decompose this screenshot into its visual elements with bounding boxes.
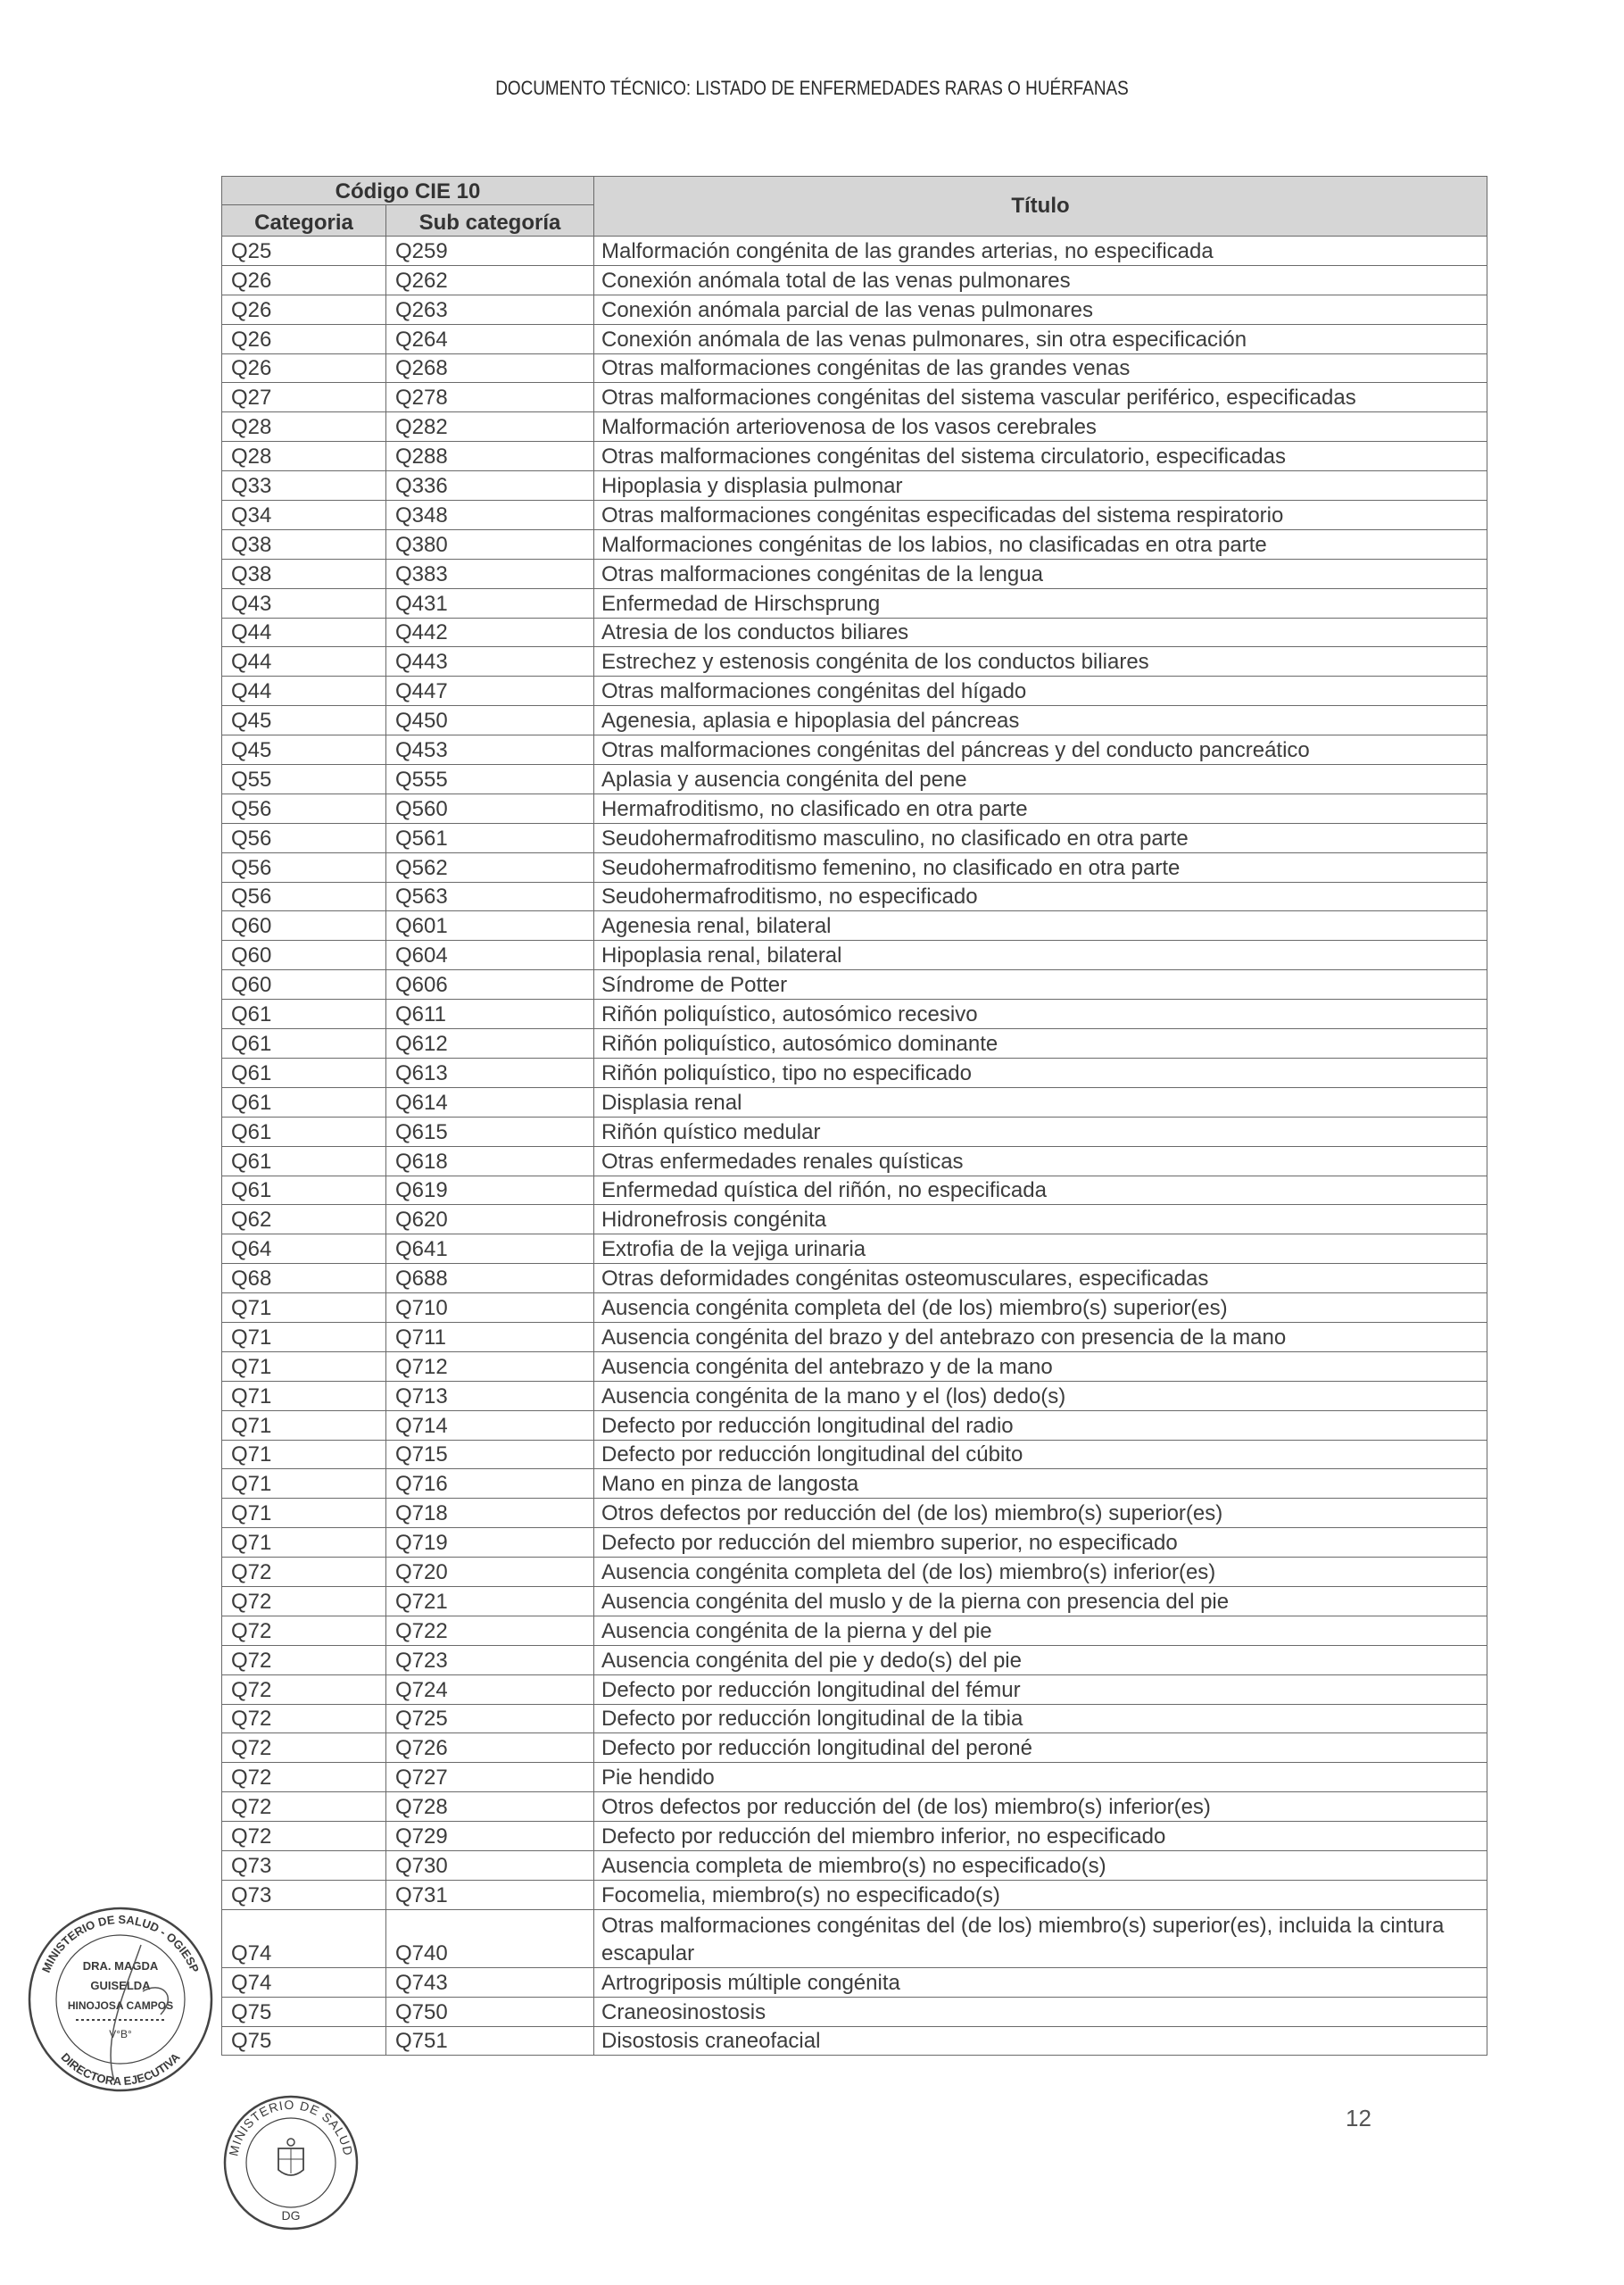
titulo-cell: Ausencia congénita del muslo y de la pierna con presencia del pie [594, 1586, 1487, 1616]
subcategoria-cell: Q718 [386, 1499, 594, 1528]
titulo-cell: Otras malformaciones congénitas de las grandes venas [594, 353, 1487, 383]
subcategoria-cell: Q688 [386, 1264, 594, 1293]
titulo-cell: Seudohermafroditismo masculino, no clasificado en otra parte [594, 823, 1487, 852]
categoria-cell: Q55 [222, 765, 386, 794]
table-row [222, 324, 1487, 353]
categoria-cell: Q72 [222, 1733, 386, 1763]
titulo-cell: Defecto por reducción longitudinal del peroné [594, 1733, 1487, 1763]
titulo-cell: Otras malformaciones congénitas del sistema circulatorio, especificadas [594, 442, 1487, 471]
table-row [222, 442, 1487, 471]
categoria-cell: Q71 [222, 1440, 386, 1469]
table-row [222, 1499, 1487, 1528]
table-row [222, 735, 1487, 765]
subcategoria-cell: Q264 [386, 324, 594, 353]
categoria-cell: Q43 [222, 588, 386, 618]
subcategoria-cell: Q710 [386, 1293, 594, 1323]
subcategoria-cell: Q606 [386, 970, 594, 1000]
subcategoria-cell: Q740 [386, 1909, 594, 1967]
subcategoria-cell: Q601 [386, 911, 594, 941]
titulo-cell: Ausencia completa de miembro(s) no especificado(s) [594, 1850, 1487, 1880]
table-row [222, 1440, 1487, 1469]
subcategoria-cell: Q611 [386, 1000, 594, 1029]
subcategoria-cell: Q431 [386, 588, 594, 618]
categoria-cell: Q27 [222, 383, 386, 412]
subcategoria-cell: Q721 [386, 1586, 594, 1616]
categoria-cell: Q26 [222, 353, 386, 383]
titulo-cell: Enfermedad quística del riñón, no especificada [594, 1176, 1487, 1205]
categoria-cell: Q71 [222, 1528, 386, 1558]
subcategoria-cell: Q722 [386, 1616, 594, 1645]
table-row [222, 1909, 1487, 1967]
stamp-name-line3: HINOJOSA CAMPOS [67, 1999, 174, 2012]
table-row [222, 911, 1487, 941]
svg-text:DIRECTORA EJECUTIVA [58, 2050, 182, 2089]
subcategoria-cell: Q348 [386, 501, 594, 530]
titulo-cell: Focomelia, miembro(s) no especificado(s) [594, 1880, 1487, 1909]
table-row [222, 794, 1487, 823]
categoria-cell: Q26 [222, 295, 386, 324]
signature-stamp [27, 1906, 214, 2093]
subcategoria-cell: Q604 [386, 941, 594, 970]
titulo-cell: Disostosis craneofacial [594, 2026, 1487, 2056]
table-row [222, 1763, 1487, 1792]
subcategoria-cell: Q712 [386, 1351, 594, 1381]
titulo-cell: Mano en pinza de langosta [594, 1469, 1487, 1499]
categoria-cell: Q38 [222, 529, 386, 559]
subcategoria-cell: Q719 [386, 1528, 594, 1558]
titulo-cell: Seudohermafroditismo femenino, no clasificado en otra parte [594, 852, 1487, 882]
categoria-cell: Q71 [222, 1410, 386, 1440]
categoria-cell: Q71 [222, 1293, 386, 1323]
titulo-cell: Otros defectos por reducción del (de los) miembro(s) inferior(es) [594, 1792, 1487, 1822]
table-row [222, 618, 1487, 647]
table-row [222, 559, 1487, 588]
titulo-cell: Otras malformaciones congénitas del páncreas y del conducto pancreático [594, 735, 1487, 765]
subcategoria-cell: Q262 [386, 265, 594, 295]
titulo-cell: Hipoplasia renal, bilateral [594, 941, 1487, 970]
table-row [222, 1410, 1487, 1440]
subcategoria-cell: Q620 [386, 1205, 594, 1234]
table-row [222, 295, 1487, 324]
stamp-name-line2: GUISELDA [90, 1979, 151, 1992]
table-row [222, 2026, 1487, 2056]
table-row [222, 1058, 1487, 1087]
subcategoria-column-header: Sub categoría [386, 205, 594, 237]
titulo-cell: Pie hendido [594, 1763, 1487, 1792]
titulo-cell: Conexión anómala parcial de las venas pulmonares [594, 295, 1487, 324]
titulo-cell: Ausencia congénita completa del (de los) miembro(s) inferior(es) [594, 1558, 1487, 1587]
stamp-outer-top-text: MINISTERIO DE SALUD - OGIESP [38, 1912, 203, 1975]
seal-outer-text: MINISTERIO DE SALUD [226, 2097, 356, 2157]
stamp-name-line1: DRA. MAGDA [82, 1959, 159, 1973]
categoria-cell: Q72 [222, 1586, 386, 1616]
subcategoria-cell: Q750 [386, 1997, 594, 2026]
subcategoria-cell: Q282 [386, 412, 594, 442]
table-row [222, 353, 1487, 383]
titulo-cell: Otras malformaciones congénitas del sistema vascular periférico, especificadas [594, 383, 1487, 412]
subcategoria-cell: Q453 [386, 735, 594, 765]
table-row [222, 588, 1487, 618]
stamp-mark: V°B° [109, 2028, 132, 2040]
categoria-cell: Q44 [222, 677, 386, 706]
categoria-cell: Q71 [222, 1322, 386, 1351]
table-row [222, 1381, 1487, 1410]
subcategoria-cell: Q713 [386, 1381, 594, 1410]
titulo-cell: Defecto por reducción del miembro superior, no especificado [594, 1528, 1487, 1558]
categoria-cell: Q56 [222, 882, 386, 911]
table-row [222, 1586, 1487, 1616]
subcategoria-cell: Q562 [386, 852, 594, 882]
subcategoria-cell: Q727 [386, 1763, 594, 1792]
subcategoria-cell: Q563 [386, 882, 594, 911]
categoria-cell: Q72 [222, 1822, 386, 1851]
categoria-cell: Q61 [222, 1029, 386, 1059]
table-row [222, 1704, 1487, 1733]
categoria-cell: Q60 [222, 941, 386, 970]
stamp-outer-bottom-text: DIRECTORA EJECUTIVA [58, 2050, 183, 2089]
subcategoria-cell: Q612 [386, 1029, 594, 1059]
titulo-cell: Ausencia congénita del brazo y del antebrazo con presencia de la mano [594, 1322, 1487, 1351]
titulo-cell: Agenesia renal, bilateral [594, 911, 1487, 941]
categoria-cell: Q74 [222, 1967, 386, 1997]
categoria-cell: Q61 [222, 1176, 386, 1205]
categoria-cell: Q72 [222, 1645, 386, 1674]
titulo-cell: Otras malformaciones congénitas del hígado [594, 677, 1487, 706]
subcategoria-cell: Q615 [386, 1117, 594, 1146]
titulo-cell: Malformación congénita de las grandes arterias, no especificada [594, 237, 1487, 266]
titulo-cell: Seudohermafroditismo, no especificado [594, 882, 1487, 911]
categoria-cell: Q71 [222, 1351, 386, 1381]
table-row [222, 1293, 1487, 1323]
subcategoria-cell: Q263 [386, 295, 594, 324]
table-row [222, 823, 1487, 852]
titulo-cell: Otras malformaciones congénitas especificadas del sistema respiratorio [594, 501, 1487, 530]
titulo-cell: Ausencia congénita completa del (de los) miembro(s) superior(es) [594, 1293, 1487, 1323]
titulo-cell: Riñón poliquístico, tipo no especificado [594, 1058, 1487, 1087]
subcategoria-cell: Q447 [386, 677, 594, 706]
table-row [222, 1000, 1487, 1029]
table-row [222, 1792, 1487, 1822]
titulo-cell: Hidronefrosis congénita [594, 1205, 1487, 1234]
categoria-cell: Q26 [222, 324, 386, 353]
titulo-cell: Defecto por reducción longitudinal de la tibia [594, 1704, 1487, 1733]
titulo-cell: Otras enfermedades renales quísticas [594, 1146, 1487, 1176]
subcategoria-cell: Q619 [386, 1176, 594, 1205]
subcategoria-cell: Q723 [386, 1645, 594, 1674]
titulo-cell: Defecto por reducción longitudinal del radio [594, 1410, 1487, 1440]
subcategoria-cell: Q731 [386, 1880, 594, 1909]
subcategoria-cell: Q743 [386, 1967, 594, 1997]
ministry-seal [221, 2093, 360, 2232]
table-row [222, 1997, 1487, 2026]
categoria-cell: Q71 [222, 1499, 386, 1528]
subcategoria-cell: Q380 [386, 529, 594, 559]
titulo-cell: Otras malformaciones congénitas del (de los) miembro(s) superior(es), incluida la cintura escapular [594, 1909, 1487, 1967]
table-row [222, 1967, 1487, 1997]
subcategoria-cell: Q714 [386, 1410, 594, 1440]
table-row [222, 852, 1487, 882]
table-row [222, 882, 1487, 911]
titulo-cell: Atresia de los conductos biliares [594, 618, 1487, 647]
categoria-cell: Q73 [222, 1880, 386, 1909]
table-row [222, 1880, 1487, 1909]
subcategoria-cell: Q442 [386, 618, 594, 647]
subcategoria-cell: Q728 [386, 1792, 594, 1822]
titulo-cell: Conexión anómala total de las venas pulmonares [594, 265, 1487, 295]
categoria-cell: Q38 [222, 559, 386, 588]
titulo-cell: Aplasia y ausencia congénita del pene [594, 765, 1487, 794]
subcategoria-cell: Q561 [386, 823, 594, 852]
titulo-cell: Otras malformaciones congénitas de la lengua [594, 559, 1487, 588]
categoria-cell: Q34 [222, 501, 386, 530]
categoria-cell: Q33 [222, 471, 386, 501]
subcategoria-cell: Q278 [386, 383, 594, 412]
titulo-cell: Malformaciones congénitas de los labios, no clasificadas en otra parte [594, 529, 1487, 559]
titulo-cell: Malformación arteriovenosa de los vasos cerebrales [594, 412, 1487, 442]
categoria-cell: Q61 [222, 1058, 386, 1087]
subcategoria-cell: Q613 [386, 1058, 594, 1087]
categoria-cell: Q25 [222, 237, 386, 266]
categoria-cell: Q72 [222, 1558, 386, 1587]
subcategoria-cell: Q711 [386, 1322, 594, 1351]
titulo-cell: Otros defectos por reducción del (de los) miembro(s) superior(es) [594, 1499, 1487, 1528]
titulo-cell: Agenesia, aplasia e hipoplasia del páncreas [594, 706, 1487, 735]
table-row [222, 970, 1487, 1000]
titulo-cell: Ausencia congénita del antebrazo y de la mano [594, 1351, 1487, 1381]
seal-bottom-text: DG [281, 2208, 301, 2223]
categoria-cell: Q64 [222, 1234, 386, 1264]
subcategoria-cell: Q288 [386, 442, 594, 471]
table-row [222, 1558, 1487, 1587]
titulo-cell: Ausencia congénita de la mano y el (los) dedo(s) [594, 1381, 1487, 1410]
stamp-seal-icon [27, 1906, 214, 2093]
titulo-cell: Riñón poliquístico, autosómico recesivo [594, 1000, 1487, 1029]
table-body [222, 237, 1487, 2056]
categoria-cell: Q45 [222, 706, 386, 735]
categoria-cell: Q61 [222, 1146, 386, 1176]
categoria-cell: Q68 [222, 1264, 386, 1293]
categoria-cell: Q56 [222, 852, 386, 882]
subcategoria-cell: Q614 [386, 1087, 594, 1117]
titulo-cell: Ausencia congénita de la pierna y del pie [594, 1616, 1487, 1645]
disease-table [221, 176, 1487, 2056]
subcategoria-cell: Q618 [386, 1146, 594, 1176]
table-row [222, 529, 1487, 559]
table-row [222, 765, 1487, 794]
subcategoria-cell: Q268 [386, 353, 594, 383]
categoria-cell: Q73 [222, 1850, 386, 1880]
table-row [222, 237, 1487, 266]
categoria-cell: Q72 [222, 1674, 386, 1704]
titulo-cell: Riñón quístico medular [594, 1117, 1487, 1146]
categoria-cell: Q45 [222, 735, 386, 765]
table-row [222, 1087, 1487, 1117]
categoria-cell: Q72 [222, 1792, 386, 1822]
titulo-cell: Enfermedad de Hirschsprung [594, 588, 1487, 618]
ministry-seal-icon [221, 2093, 360, 2232]
cie10-group-header: Código CIE 10 [222, 177, 594, 205]
titulo-cell: Artrogriposis múltiple congénita [594, 1967, 1487, 1997]
table-row [222, 1645, 1487, 1674]
titulo-cell: Defecto por reducción del miembro inferior, no especificado [594, 1822, 1487, 1851]
titulo-column-header: Título [594, 177, 1487, 237]
table-row [222, 1616, 1487, 1645]
subcategoria-cell: Q730 [386, 1850, 594, 1880]
categoria-cell: Q75 [222, 2026, 386, 2056]
table-row [222, 706, 1487, 735]
subcategoria-cell: Q729 [386, 1822, 594, 1851]
subcategoria-cell: Q726 [386, 1733, 594, 1763]
subcategoria-cell: Q724 [386, 1674, 594, 1704]
categoria-cell: Q72 [222, 1704, 386, 1733]
categoria-cell: Q61 [222, 1087, 386, 1117]
table-row [222, 1469, 1487, 1499]
categoria-cell: Q72 [222, 1616, 386, 1645]
table-row [222, 471, 1487, 501]
subcategoria-cell: Q720 [386, 1558, 594, 1587]
categoria-cell: Q26 [222, 265, 386, 295]
categoria-cell: Q61 [222, 1117, 386, 1146]
table-row [222, 1528, 1487, 1558]
table-row [222, 412, 1487, 442]
categoria-cell: Q74 [222, 1909, 386, 1967]
table-row [222, 941, 1487, 970]
subcategoria-cell: Q641 [386, 1234, 594, 1264]
titulo-cell: Hipoplasia y displasia pulmonar [594, 471, 1487, 501]
titulo-cell: Displasia renal [594, 1087, 1487, 1117]
table-row [222, 1264, 1487, 1293]
titulo-cell: Craneosinostosis [594, 1997, 1487, 2026]
categoria-cell: Q72 [222, 1763, 386, 1792]
subcategoria-cell: Q450 [386, 706, 594, 735]
table-row [222, 1674, 1487, 1704]
titulo-cell: Defecto por reducción longitudinal del cúbito [594, 1440, 1487, 1469]
categoria-cell: Q62 [222, 1205, 386, 1234]
subcategoria-cell: Q383 [386, 559, 594, 588]
categoria-cell: Q60 [222, 970, 386, 1000]
subcategoria-cell: Q443 [386, 647, 594, 677]
subcategoria-cell: Q336 [386, 471, 594, 501]
titulo-cell: Hermafroditismo, no clasificado en otra parte [594, 794, 1487, 823]
titulo-cell: Extrofia de la vejiga urinaria [594, 1234, 1487, 1264]
categoria-cell: Q44 [222, 618, 386, 647]
categoria-cell: Q28 [222, 442, 386, 471]
table-row [222, 1850, 1487, 1880]
table-row [222, 647, 1487, 677]
subcategoria-cell: Q751 [386, 2026, 594, 2056]
table-row [222, 1234, 1487, 1264]
titulo-cell: Estrechez y estenosis congénita de los conductos biliares [594, 647, 1487, 677]
table-row [222, 1733, 1487, 1763]
table-row [222, 1322, 1487, 1351]
subcategoria-cell: Q259 [386, 237, 594, 266]
table-row [222, 383, 1487, 412]
categoria-cell: Q56 [222, 823, 386, 852]
titulo-cell: Conexión anómala de las venas pulmonares, sin otra especificación [594, 324, 1487, 353]
table-row [222, 1822, 1487, 1851]
titulo-cell: Otras deformidades congénitas osteomusculares, especificadas [594, 1264, 1487, 1293]
categoria-cell: Q71 [222, 1469, 386, 1499]
titulo-cell: Defecto por reducción longitudinal del fémur [594, 1674, 1487, 1704]
categoria-column-header: Categoria [222, 205, 386, 237]
subcategoria-cell: Q715 [386, 1440, 594, 1469]
titulo-cell: Riñón poliquístico, autosómico dominante [594, 1029, 1487, 1059]
categoria-cell: Q56 [222, 794, 386, 823]
table-header [222, 177, 1487, 237]
table-row [222, 265, 1487, 295]
titulo-cell: Síndrome de Potter [594, 970, 1487, 1000]
categoria-cell: Q71 [222, 1381, 386, 1410]
categoria-cell: Q61 [222, 1000, 386, 1029]
table-row [222, 1176, 1487, 1205]
categoria-cell: Q28 [222, 412, 386, 442]
subcategoria-cell: Q716 [386, 1469, 594, 1499]
table-row [222, 1351, 1487, 1381]
table-row [222, 1146, 1487, 1176]
categoria-cell: Q44 [222, 647, 386, 677]
subcategoria-cell: Q555 [386, 765, 594, 794]
table-row [222, 1205, 1487, 1234]
table-row [222, 1117, 1487, 1146]
table-row [222, 501, 1487, 530]
subcategoria-cell: Q560 [386, 794, 594, 823]
categoria-cell: Q60 [222, 911, 386, 941]
table-row [222, 677, 1487, 706]
document-header-title: DOCUMENTO TÉCNICO: LISTADO DE ENFERMEDADES RARAS O HUÉRFANAS [495, 77, 1129, 99]
page-number: 12 [1346, 2105, 1371, 2131]
subcategoria-cell: Q725 [386, 1704, 594, 1733]
categoria-cell: Q75 [222, 1997, 386, 2026]
table-row [222, 1029, 1487, 1059]
titulo-cell: Ausencia congénita del pie y dedo(s) del pie [594, 1645, 1487, 1674]
